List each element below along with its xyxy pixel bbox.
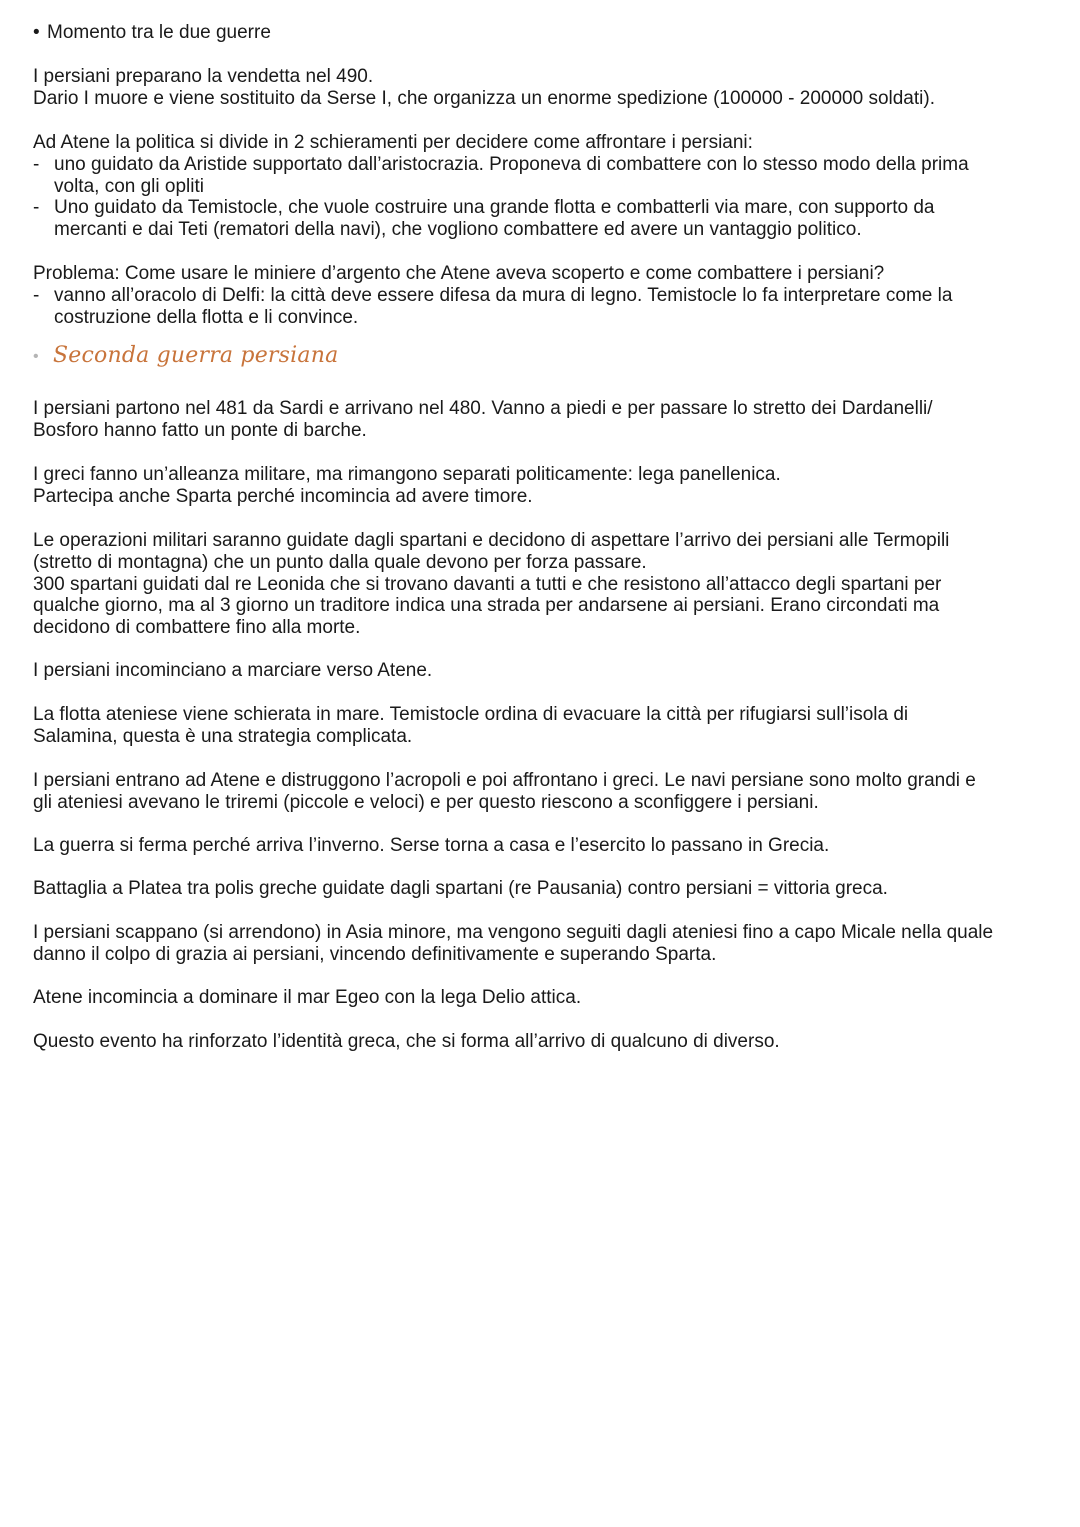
text-line: La guerra si ferma perché arriva l’inverno. Serse torna a casa e l’esercito lo passano in Grecia. bbox=[33, 835, 830, 856]
text-line: (stretto di montagna) che un punto dalla quale devono per forza passare. bbox=[33, 551, 647, 573]
section-paragraph-11 bbox=[33, 1031, 1063, 1053]
text-line: Le operazioni militari saranno guidate dagli spartani e decidono di aspettare l’arrivo dei persiani alle Termopili bbox=[33, 530, 950, 551]
list-item bbox=[33, 285, 1063, 329]
dash-icon: - bbox=[33, 284, 40, 306]
text-line: mercanti e dai Teti (rematori della navi), che vogliono combattere ed avere un vantaggio politico. bbox=[54, 219, 862, 241]
text-line: Uno guidato da Temistocle, che vuole costruire una grande flotta e combatterli via mare, con supporto da bbox=[54, 197, 935, 219]
text-line: decidono di combattere fino alla morte. bbox=[33, 617, 361, 639]
bullet-icon: • bbox=[33, 22, 40, 43]
oracle-list bbox=[33, 285, 1063, 329]
dash-icon: - bbox=[33, 197, 40, 219]
text-line: I persiani scappano (si arrendono) in Asia minore, ma vengono seguiti dagli ateniesi fino a capo Micale nella quale bbox=[33, 922, 994, 943]
factions-list bbox=[33, 154, 1063, 241]
text-line: qualche giorno, ma al 3 giorno un traditore indica una strada per andarsene ai persiani. Erano circondati ma bbox=[33, 595, 940, 617]
section-paragraph-5 bbox=[33, 704, 1063, 748]
text-line: I greci fanno un’alleanza militare, ma rimangono separati politicamente: lega panellenica. bbox=[33, 464, 781, 485]
text-line: uno guidato da Aristide supportato dall’aristocrazia. Proponeva di combattere con lo stesso modo della prima bbox=[54, 153, 969, 175]
text-line: I persiani incominciano a marciare verso Atene. bbox=[33, 660, 433, 681]
text-line: Problema: Come usare le miniere d’argento che Atene aveva scoperto e come combattere i persiani? bbox=[33, 263, 885, 284]
text-line: Questo evento ha rinforzato l’identità greca, che si forma all’arrivo di qualcuno di diverso. bbox=[33, 1031, 780, 1052]
text-line: volta, con gli opliti bbox=[54, 175, 204, 197]
text-line: danno il colpo di grazia ai persiani, vincendo definitivamente e superando Sparta. bbox=[33, 943, 717, 965]
text-line: Ad Atene la politica si divide in 2 schieramenti per decidere come affrontare i persiani: bbox=[33, 132, 753, 153]
intro-bullet bbox=[33, 22, 271, 44]
text-line: Battaglia a Platea tra polis greche guidate dagli spartani (re Pausania) contro persiani = vittoria greca. bbox=[33, 878, 888, 899]
section-paragraph-3 bbox=[33, 530, 1063, 639]
text-line: costruzione della flotta e li convince. bbox=[54, 306, 359, 328]
paragraph-1 bbox=[33, 66, 1063, 110]
text-line: 300 spartani guidati dal re Leonida che si trovano davanti a tutti e che resistono all’attacco degli spartani per bbox=[33, 573, 942, 595]
text-line: Bosforo hanno fatto un ponte di barche. bbox=[33, 419, 367, 441]
list-item bbox=[33, 154, 1063, 198]
text-line: I persiani partono nel 481 da Sardi e arrivano nel 480. Vanno a piedi e per passare lo stretto dei Dardanelli/ bbox=[33, 398, 933, 419]
text-line: Salamina, questa è una strategia complicata. bbox=[33, 725, 413, 747]
paragraph-3 bbox=[33, 263, 1063, 328]
text-line: vanno all’oracolo di Delfi: la città deve essere difesa da mura di legno. Temistocle lo fa interpretare come la bbox=[54, 284, 953, 306]
text-line: Dario I muore e viene sostituito da Serse I, che organizza un enorme spedizione (100000 - 200000 soldati). bbox=[33, 87, 935, 109]
dash-icon: - bbox=[33, 153, 40, 175]
text-line: Atene incomincia a dominare il mar Egeo con la lega Delio attica. bbox=[33, 987, 582, 1008]
section-paragraph-4 bbox=[33, 660, 1063, 682]
text-line: I persiani preparano la vendetta nel 490. bbox=[33, 66, 374, 87]
text-line: I persiani entrano ad Atene e distruggono l’acropoli e poi affrontano i greci. Le navi persiane sono molto grandi e bbox=[33, 770, 976, 791]
text-line: La flotta ateniese viene schierata in mare. Temistocle ordina di evacuare la città per rifugiarsi sull’isola di bbox=[33, 704, 909, 725]
section-paragraph-10 bbox=[33, 987, 1063, 1009]
section-heading bbox=[33, 345, 338, 368]
section-title: Seconda guerra persiana bbox=[53, 343, 339, 368]
text-line: gli ateniesi avevano le triremi (piccole e veloci) e per questo riescono a sconfiggere i persiani. bbox=[33, 791, 819, 813]
section-paragraph-2 bbox=[33, 464, 1063, 508]
section-paragraph-1 bbox=[33, 398, 1063, 442]
section-bullet-icon: • bbox=[33, 348, 39, 366]
section-paragraph-8 bbox=[33, 878, 1063, 900]
list-item bbox=[33, 197, 1063, 241]
section-paragraph-6 bbox=[33, 770, 1063, 814]
section-paragraph-7 bbox=[33, 835, 1063, 857]
section-paragraph-9 bbox=[33, 922, 1063, 966]
intro-bullet-text: Momento tra le due guerre bbox=[47, 22, 271, 43]
text-line: Partecipa anche Sparta perché incomincia ad avere timore. bbox=[33, 485, 533, 507]
paragraph-2 bbox=[33, 132, 1063, 241]
